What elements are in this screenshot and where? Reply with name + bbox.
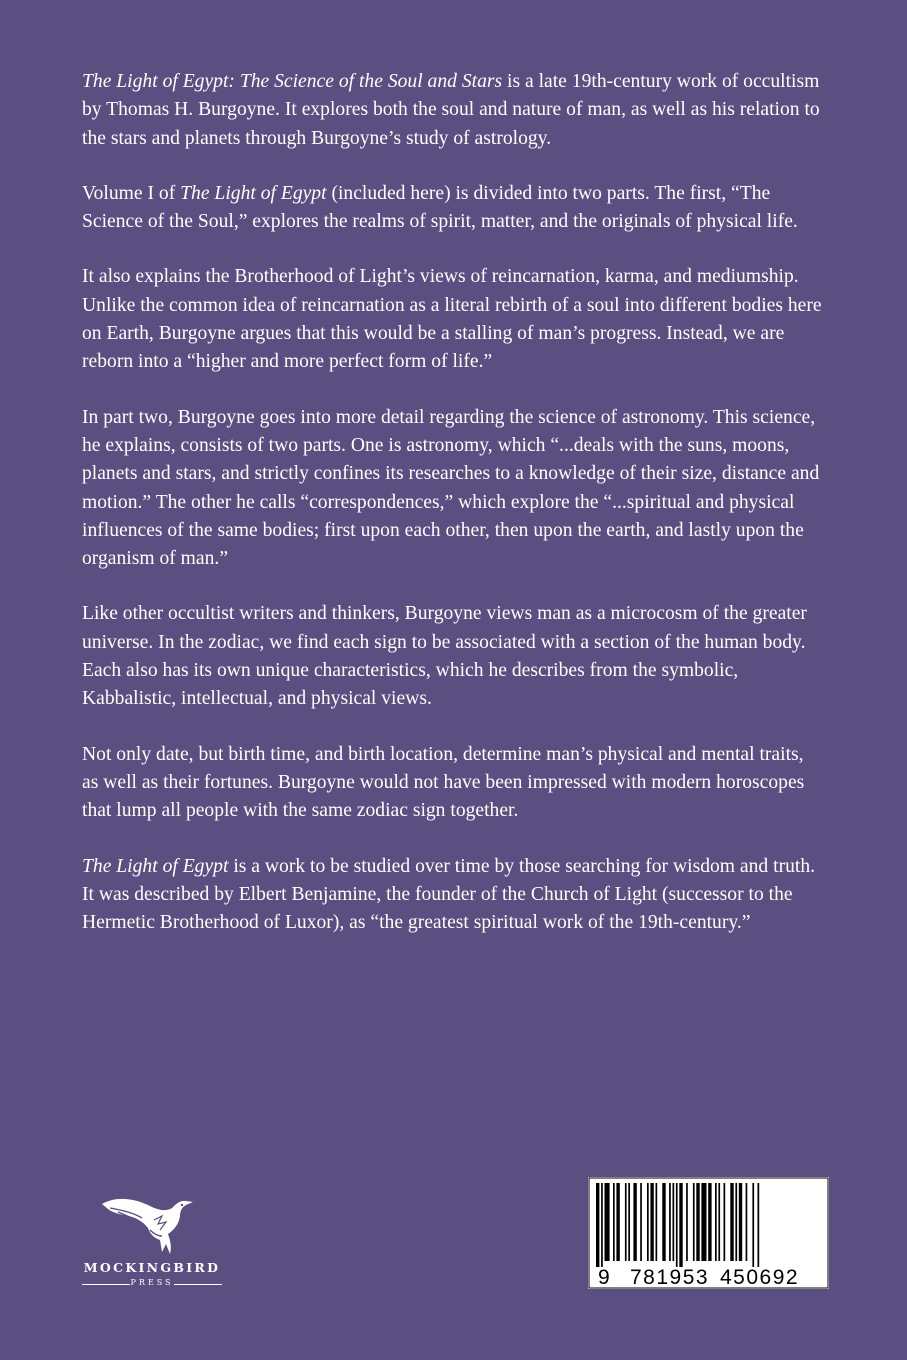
barcode-bar bbox=[650, 1183, 653, 1261]
barcode-lead-digit: 9 bbox=[598, 1266, 610, 1289]
barcode-bar bbox=[679, 1183, 682, 1267]
publisher-subtitle: PRESS bbox=[130, 1278, 174, 1287]
paragraph-birth: Not only date, but birth time, and birth location, determine man’s physical and mental traits, as well as their fortunes. Burgoyne would not have been impressed with modern horoscopes that lump all people with the same zodiac sign together. bbox=[82, 743, 805, 822]
barcode-bar bbox=[730, 1183, 733, 1261]
paragraph-part-two: In part two, Burgoyne goes into more detail regarding the science of astronomy. This science, he explains, consists of two parts. One is astronomy, which “...deals with the suns, moons, planets and stars, and strictly confines its researches to a knowledge of their size, distance and motion.” The other he calls “correspondences,” which explore the “...spiritual and physical influences of the same bodies; first upon each other, then upon the earth, and lastly upon the organism of man.” bbox=[82, 406, 820, 570]
paragraph-zodiac: Like other occultist writers and thinkers, Burgoyne views man as a microcosm of the greater universe. In the zodiac, we find each sign to be associated with a section of the human body. Each also has its own unique characteristics, which he describes from the symbolic, Kabbalistic, intellectual, and physical views. bbox=[82, 603, 807, 710]
barcode-bar bbox=[640, 1183, 642, 1261]
isbn-barcode bbox=[588, 1177, 829, 1289]
barcode-bar bbox=[701, 1183, 706, 1261]
barcode-bar bbox=[616, 1183, 619, 1261]
barcode-bar bbox=[686, 1183, 688, 1261]
barcode-left-digits: 781953 bbox=[630, 1266, 710, 1289]
paragraph-intro: The Light of Egypt: The Science of the Soul and Stars is a late 19th-century work of occultism by Thomas H. Burgoyne. It explores both the soul and nature of man, as well as his relation to the stars and planets through Burgoyne’s study of astrology. bbox=[82, 71, 820, 149]
barcode-bar bbox=[735, 1183, 737, 1261]
paragraph-volume: Volume I of The Light of Egypt (included here) is divided into two parts. The first, “The Science of the Soul,” explores the realms of spirit, matter, and the originals of physical life. bbox=[82, 182, 798, 233]
barcode-bar bbox=[613, 1183, 615, 1261]
barcode-bar bbox=[715, 1183, 717, 1261]
paragraph-closing: The Light of Egypt is a work to be studied over time by those searching for wisdom and truth. It was described by Elbert Benjamine, the founder of the Church of Light (successor to the Hermetic Brotherhood of Luxor), as “the greatest spiritual work of the 19th-century.” bbox=[82, 855, 816, 934]
publisher-logo bbox=[66, 1190, 238, 1290]
divider bbox=[174, 1284, 222, 1285]
barcode-bar bbox=[647, 1183, 649, 1261]
book-title-italic: The Light of Egypt bbox=[180, 182, 327, 204]
barcode-bar bbox=[625, 1183, 627, 1261]
mockingbird-icon bbox=[96, 1190, 206, 1258]
publisher-subtitle-row bbox=[66, 1278, 238, 1290]
barcode-bar bbox=[758, 1183, 760, 1267]
barcode-bar bbox=[676, 1183, 678, 1267]
barcode-bar bbox=[739, 1183, 742, 1261]
barcode-bar bbox=[673, 1183, 675, 1261]
barcode-bar bbox=[633, 1183, 636, 1261]
publisher-name: MOCKINGBIRD bbox=[83, 1260, 221, 1275]
barcode-bar bbox=[628, 1183, 630, 1261]
barcode-graphic bbox=[588, 1177, 829, 1289]
barcode-bar bbox=[752, 1183, 754, 1267]
barcode-bar bbox=[656, 1183, 658, 1261]
barcode-bar bbox=[662, 1183, 665, 1261]
paragraph-reincarnation: It also explains the Brotherhood of Light’s views of reincarnation, karma, and mediumship. Unlike the common idea of reincarnation as a literal rebirth of a soul into different bodies here on Earth, Burgoyne argues that this would be a stalling of man’s progress. Instead, we are reborn into a “higher and more perfect form of life.” bbox=[82, 266, 822, 373]
book-title-italic: The Light of Egypt bbox=[82, 855, 229, 877]
barcode-right-digits: 450692 bbox=[720, 1266, 800, 1289]
barcode-bar bbox=[669, 1183, 671, 1261]
barcode-bar bbox=[708, 1183, 711, 1261]
barcode-bar bbox=[746, 1183, 748, 1261]
barcode-bar bbox=[693, 1183, 695, 1261]
barcode-bar bbox=[596, 1183, 599, 1267]
back-cover-description bbox=[82, 68, 822, 964]
barcode-bar bbox=[601, 1183, 603, 1267]
barcode-bar bbox=[718, 1183, 720, 1261]
barcode-bar bbox=[605, 1183, 610, 1261]
barcode-bar bbox=[724, 1183, 726, 1261]
book-title-italic: The Light of Egypt: The Science of the Soul and Stars bbox=[82, 71, 503, 92]
barcode-bar bbox=[696, 1183, 699, 1261]
